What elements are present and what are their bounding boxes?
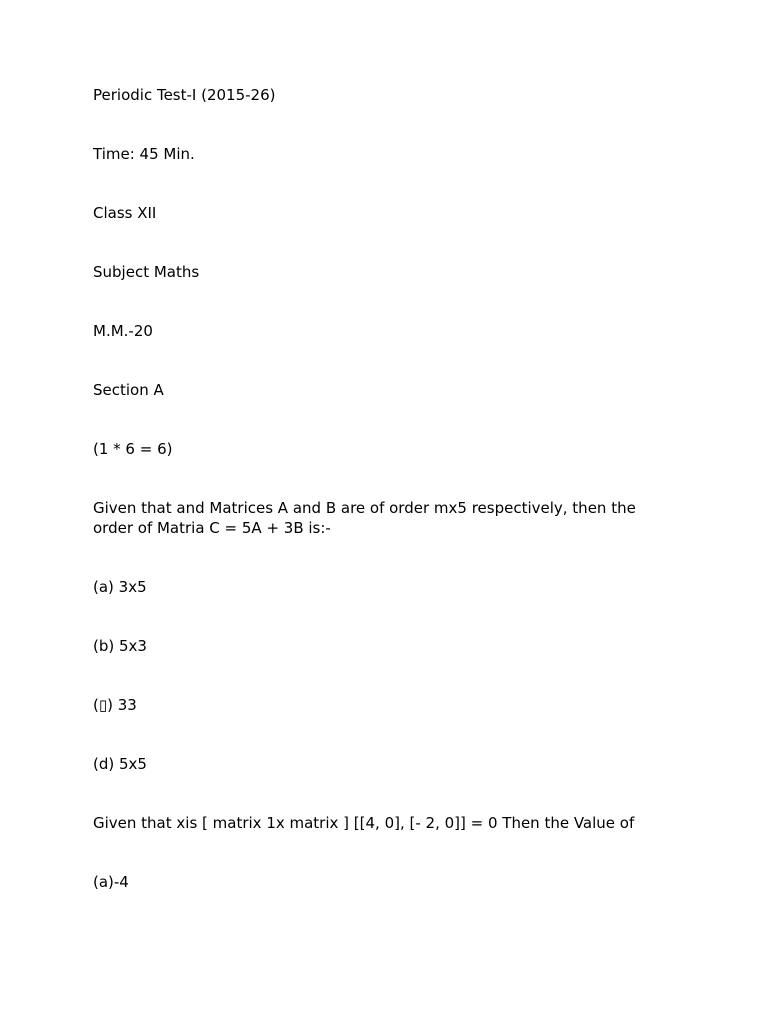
- question-2-option-a: (a)-4: [93, 872, 129, 891]
- document-page: [93, 86, 673, 932]
- question-1-option-a: (a) 3x5: [93, 577, 147, 596]
- question-1-option-b: (b) 5x3: [93, 636, 147, 655]
- test-class: Class XII: [93, 204, 157, 222]
- test-max-marks: M.M.-20: [93, 322, 153, 340]
- question-1-option-d: (d) 5x5: [93, 754, 147, 773]
- test-subject: Subject Maths: [93, 263, 200, 281]
- question-2-text: Given that xis [ matrix 1x matrix ] [[4, 0], [- 2, 0]] = 0 Then the Value of: [93, 813, 635, 832]
- question-1-text: Given that and Matrices A and B are of order mx5 respectively, then the order of Matria C = 5A + 3B is:-: [93, 499, 636, 537]
- test-title: Periodic Test-I (2015-26): [93, 86, 276, 104]
- question-1-option-c: (▯) 33: [93, 695, 137, 714]
- section-marks-scheme: (1 * 6 = 6): [93, 440, 173, 458]
- section-heading: Section A: [93, 381, 164, 399]
- test-time: Time: 45 Min.: [93, 145, 195, 163]
